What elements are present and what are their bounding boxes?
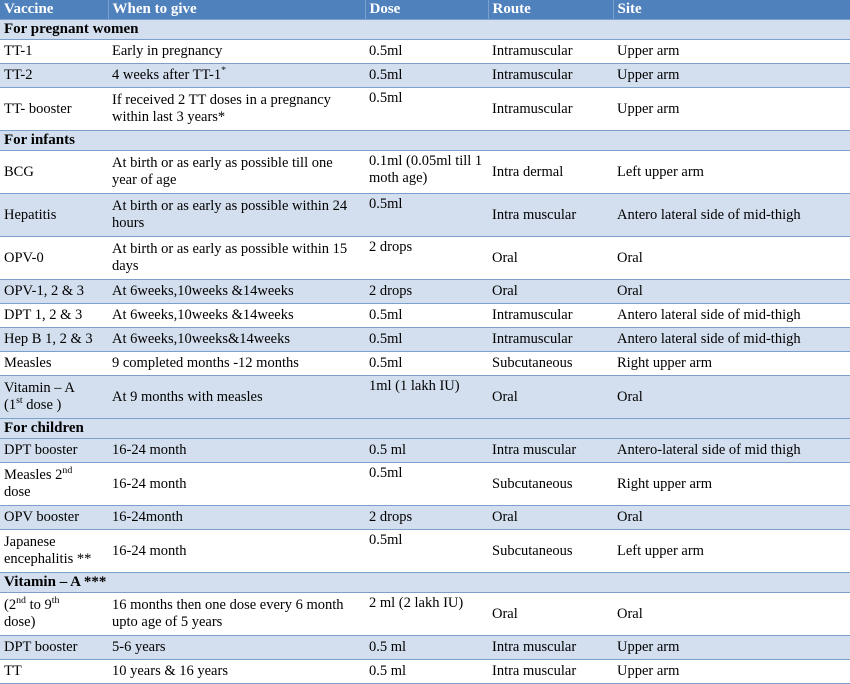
cell-dose: 0.1ml (0.05ml till 1 moth age) (365, 151, 488, 194)
table-row (0, 439, 850, 463)
cell-when: 16-24 month (108, 530, 365, 573)
vaccine-name-line: dose) (4, 614, 36, 630)
table-row (0, 352, 850, 376)
cell-when: At birth or as early as possible within 24 hours (108, 194, 365, 237)
vaccine-name-line: encephalitis ** (4, 551, 92, 567)
cell-site: Oral (613, 506, 850, 530)
cell-route: Oral (488, 280, 613, 304)
superscript-marker: st (16, 395, 23, 407)
cell-site: Oral (613, 237, 850, 280)
cell-when: 10 years & 16 years (108, 660, 365, 684)
cell-site: Right upper arm (613, 463, 850, 506)
cell-when: 16-24 month (108, 463, 365, 506)
table-row (0, 376, 850, 419)
cell-site: Oral (613, 376, 850, 419)
cell-vaccine: DPT 1, 2 & 3 (0, 304, 108, 328)
vaccine-name-line: Japanese (4, 534, 56, 550)
cell-route: Oral (488, 593, 613, 636)
cell-vaccine: TT- booster (0, 88, 108, 131)
cell-site: Oral (613, 593, 850, 636)
section-header-label: For children (0, 419, 850, 439)
column-header-route: Route (488, 0, 613, 20)
cell-when: At 6weeks,10weeks &14weeks (108, 304, 365, 328)
cell-dose: 0.5ml (365, 463, 488, 506)
cell-site: Antero lateral side of mid-thigh (613, 328, 850, 352)
cell-route: Oral (488, 506, 613, 530)
cell-site: Upper arm (613, 660, 850, 684)
cell-route: Subcutaneous (488, 530, 613, 573)
cell-dose: 0.5 ml (365, 660, 488, 684)
cell-when: If received 2 TT doses in a pregnancy within last 3 years* (108, 88, 365, 131)
cell-when: 4 weeks after TT-1* (108, 64, 365, 88)
vaccine-name-line: (2nd to 9th (4, 595, 60, 613)
cell-dose: 0.5 ml (365, 636, 488, 660)
cell-vaccine: Hepatitis (0, 194, 108, 237)
vaccine-name-line: (1st dose ) (4, 395, 62, 413)
cell-vaccine: Measles (0, 352, 108, 376)
cell-vaccine: OPV-0 (0, 237, 108, 280)
column-header-when-to-give: When to give (108, 0, 365, 20)
column-header-site: Site (613, 0, 850, 20)
cell-route: Intramuscular (488, 40, 613, 64)
cell-dose: 0.5ml (365, 64, 488, 88)
table-row (0, 194, 850, 237)
cell-when: 16-24 month (108, 439, 365, 463)
column-header-dose: Dose (365, 0, 488, 20)
table-row (0, 304, 850, 328)
cell-route: Intra muscular (488, 194, 613, 237)
cell-site: Upper arm (613, 88, 850, 131)
cell-site: Right upper arm (613, 352, 850, 376)
cell-vaccine: TT-2 (0, 64, 108, 88)
cell-dose: 0.5ml (365, 352, 488, 376)
cell-route: Intramuscular (488, 328, 613, 352)
cell-when: At birth or as early as possible till one year of age (108, 151, 365, 194)
section-header-label: Vitamin – A *** (0, 573, 850, 593)
cell-route: Intra muscular (488, 439, 613, 463)
cell-vaccine (0, 530, 108, 573)
cell-site: Left upper arm (613, 151, 850, 194)
cell-dose: 1ml (1 lakh IU) (365, 376, 488, 419)
cell-dose: 0.5ml (365, 88, 488, 131)
section-header-row (0, 131, 850, 151)
superscript-marker: nd (16, 595, 26, 607)
superscript-marker: th (51, 595, 60, 607)
table-row (0, 636, 850, 660)
cell-when: 9 completed months -12 months (108, 352, 365, 376)
table-header (0, 0, 850, 20)
section-header-row (0, 573, 850, 593)
table-row (0, 593, 850, 636)
cell-site: Antero lateral side of mid-thigh (613, 304, 850, 328)
section-header-label: For infants (0, 131, 850, 151)
cell-when: Early in pregnancy (108, 40, 365, 64)
cell-site: Antero-lateral side of mid thigh (613, 439, 850, 463)
section-header-row (0, 20, 850, 40)
cell-vaccine (0, 376, 108, 419)
table-row (0, 530, 850, 573)
vaccine-name-line: dose (4, 484, 31, 500)
cell-when: 16 months then one dose every 6 month upto age of 5 years (108, 593, 365, 636)
cell-vaccine (0, 593, 108, 636)
cell-vaccine: TT-1 (0, 40, 108, 64)
table-row (0, 64, 850, 88)
cell-dose: 2 drops (365, 506, 488, 530)
cell-route: Subcutaneous (488, 352, 613, 376)
table-row (0, 506, 850, 530)
vaccine-name-line: Vitamin – A (4, 380, 75, 396)
cell-dose: 0.5ml (365, 40, 488, 64)
header-row (0, 0, 850, 20)
table-row (0, 88, 850, 131)
cell-vaccine: OPV-1, 2 & 3 (0, 280, 108, 304)
cell-dose: 2 drops (365, 280, 488, 304)
cell-route: Oral (488, 376, 613, 419)
cell-dose: 0.5ml (365, 304, 488, 328)
table-row (0, 463, 850, 506)
table-body (0, 20, 850, 684)
cell-when: At birth or as early as possible within 15 days (108, 237, 365, 280)
cell-when: At 6weeks,10weeks &14weeks (108, 280, 365, 304)
cell-vaccine (0, 463, 108, 506)
cell-dose: 2 drops (365, 237, 488, 280)
cell-route: Intra dermal (488, 151, 613, 194)
cell-route: Intramuscular (488, 88, 613, 131)
cell-dose: 2 ml (2 lakh IU) (365, 593, 488, 636)
section-header-row (0, 419, 850, 439)
cell-vaccine: BCG (0, 151, 108, 194)
table-row (0, 280, 850, 304)
column-header-vaccine: Vaccine (0, 0, 108, 20)
cell-route: Subcutaneous (488, 463, 613, 506)
superscript-marker: nd (62, 465, 73, 477)
cell-when: At 9 months with measles (108, 376, 365, 419)
cell-route: Intramuscular (488, 304, 613, 328)
cell-site: Upper arm (613, 636, 850, 660)
cell-when: 5-6 years (108, 636, 365, 660)
cell-dose: 0.5ml (365, 194, 488, 237)
cell-route: Intra muscular (488, 660, 613, 684)
table-row (0, 660, 850, 684)
cell-route: Intramuscular (488, 64, 613, 88)
cell-vaccine: DPT booster (0, 636, 108, 660)
cell-vaccine: DPT booster (0, 439, 108, 463)
table-row (0, 328, 850, 352)
cell-when: At 6weeks,10weeks&14weeks (108, 328, 365, 352)
cell-route: Oral (488, 237, 613, 280)
cell-site: Antero lateral side of mid-thigh (613, 194, 850, 237)
cell-when: 16-24month (108, 506, 365, 530)
cell-site: Upper arm (613, 40, 850, 64)
cell-vaccine: TT (0, 660, 108, 684)
table-row (0, 237, 850, 280)
cell-vaccine: Hep B 1, 2 & 3 (0, 328, 108, 352)
vaccine-name-line: Measles 2nd (4, 465, 73, 483)
table-row (0, 151, 850, 194)
cell-dose: 0.5ml (365, 328, 488, 352)
cell-dose: 0.5 ml (365, 439, 488, 463)
cell-route: Intra muscular (488, 636, 613, 660)
cell-site: Oral (613, 280, 850, 304)
cell-site: Upper arm (613, 64, 850, 88)
cell-dose: 0.5ml (365, 530, 488, 573)
superscript-marker: * (221, 65, 227, 77)
section-header-label: For pregnant women (0, 20, 850, 40)
cell-site: Left upper arm (613, 530, 850, 573)
table-row (0, 40, 850, 64)
cell-vaccine: OPV booster (0, 506, 108, 530)
